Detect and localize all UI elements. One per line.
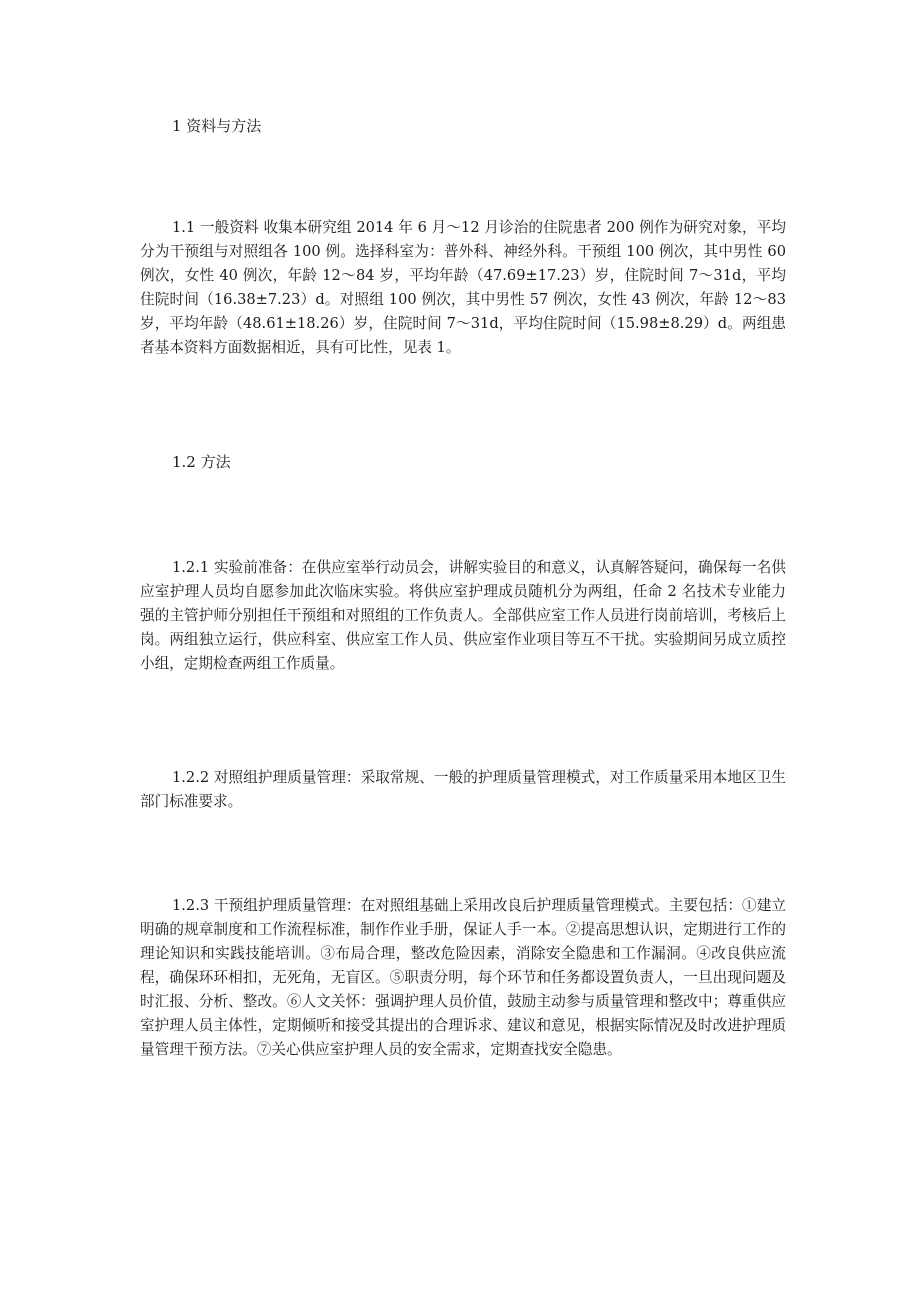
section-heading-1-2: 1.2 方法: [172, 453, 231, 471]
paragraph-1-2-1-preparation: 1.2.1 实验前准备：在供应室举行动员会，讲解实验目的和意义，认真解答疑问，确保每一名供应室护理人员均自愿参加此次临床实验。将供应室护理成员随机分为两组，任命 2 名技术专业能力强的主管护师分别担任干预组和对照组的工作负责人。全部供应室工作人员进行岗前培训，考核后上岗。两组独立运行，供应科室、供应室工作人员、供应室作业项目等互不干扰。实验期间另成立质控小组，定期检查两组工作质量。: [140, 559, 786, 672]
paragraph-1-2-2-control-group: 1.2.2 对照组护理质量管理：采取常规、一般的护理质量管理模式，对工作质量采用本地区卫生部门标准要求。: [140, 769, 786, 810]
paragraph-1-1-general-data: 1.1 一般资料 收集本研究组 2014 年 6 月～12 月诊治的住院患者 200 例作为研究对象，平均分为干预组与对照组各 100 例。选择科室为：普外科、神经外科。干预组 100 例次，其中男性 60 例次，女性 40 例次，年龄 12～84 岁，平均年龄（47.69±17.23）岁，住院时间 7～31d，平均住院时间（16.38±7.23）d。对照组 100 例次，其中男性 57 例次，女性 43 例次，年龄 12～83 岁，平均年龄（48.61±18.26）岁，住院时间 7～31d，平均住院时间（15.98±8.29）d。两组患者基本资料方面数据相近，具有可比性，见表 1。: [140, 219, 786, 356]
paragraph-1-2-3-intervention-group: 1.2.3 干预组护理质量管理：在对照组基础上采用改良后护理质量管理模式。主要包括：①建立明确的规章制度和工作流程标准，制作作业手册，保证人手一本。②提高思想认识，定期进行工作的理论知识和实践技能培训。③布局合理，整改危险因素，消除安全隐患和工作漏洞。④改良供应流程，确保环环相扣，无死角，无盲区。⑤职责分明，每个环节和任务都设置负责人，一旦出现问题及时汇报、分析、整改。⑥人文关怀：强调护理人员价值，鼓励主动参与质量管理和整改中；尊重供应室护理人员主体性，定期倾听和接受其提出的合理诉求、建议和意见，根据实际情况及时改进护理质量管理干预方法。⑦关心供应室护理人员的安全需求，定期查找安全隐患。: [140, 897, 786, 1058]
section-heading-1: 1 资料与方法: [172, 117, 262, 135]
